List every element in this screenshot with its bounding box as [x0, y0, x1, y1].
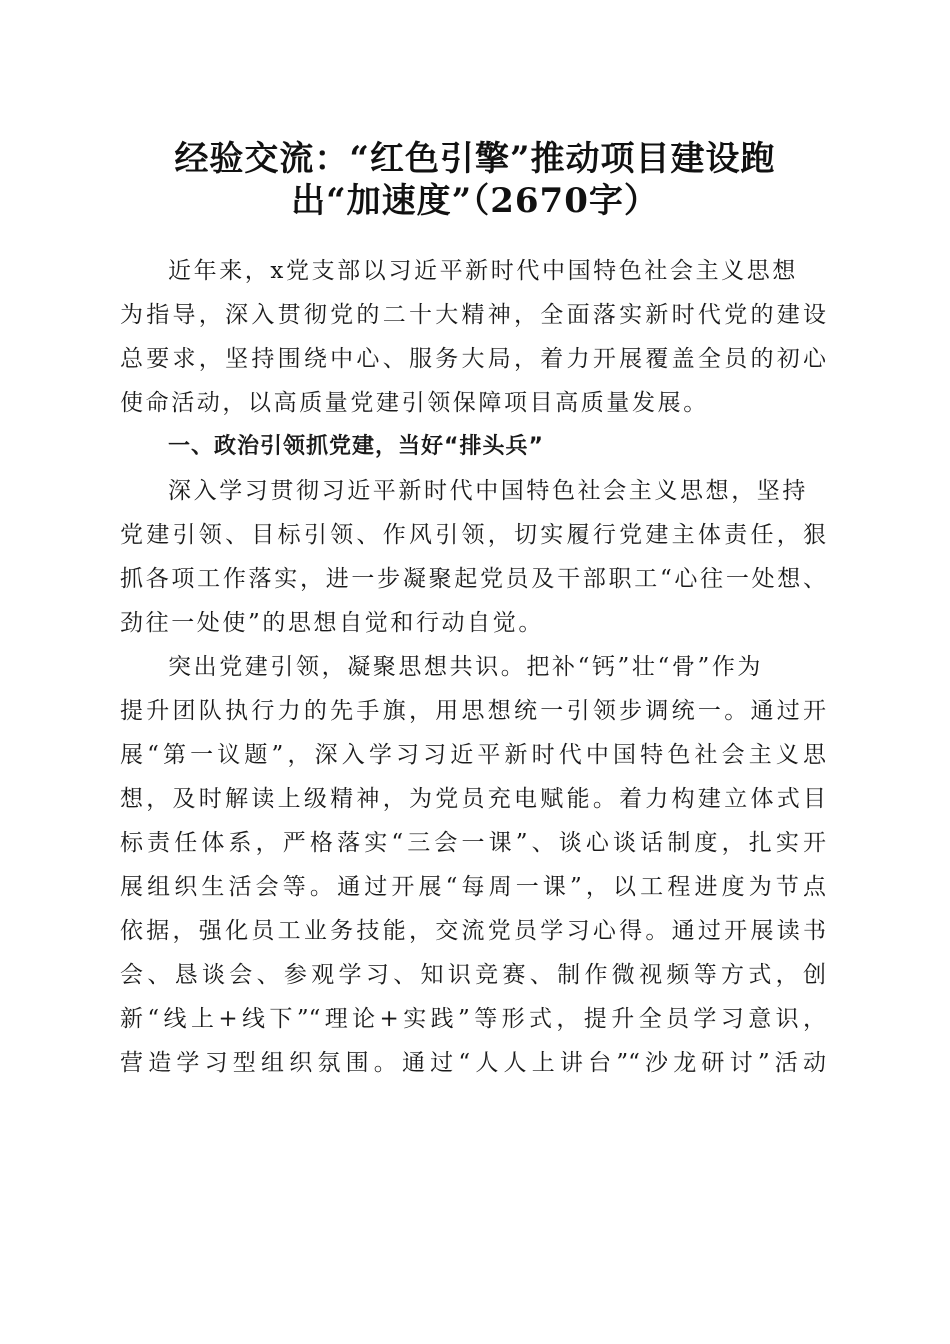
paragraph-line: 突出党建引领，凝聚思想共识。把补“钙”壮“骨”作为 — [168, 654, 764, 680]
document-title-line-2: 出“加速度”（2670字） — [291, 181, 659, 221]
paragraph-line: 营造学习型组织氛围。通过“人人上讲台”“沙龙研讨”活动 — [120, 1050, 826, 1076]
paragraph-line: 提升团队执行力的先手旗，用思想统一引领步调统一。通过开 — [120, 698, 826, 724]
paragraph-line: 深入学习贯彻习近平新时代中国特色社会主义思想，坚持 — [168, 478, 808, 504]
paragraph-line: 想，及时解读上级精神，为党员充电赋能。着力构建立体式目 — [120, 786, 826, 812]
paragraph-line: 劲往一处使”的思想自觉和行动自觉。 — [120, 610, 544, 636]
paragraph-line: 展组织生活会等。通过开展“每周一课”，以工程进度为节点 — [120, 874, 826, 900]
paragraph-line: 新“线上+线下”“理论+实践”等形式，提升全员学习意识， — [120, 1006, 826, 1032]
document-title-line-1: 经验交流：“红色引擎”推动项目建设跑 — [174, 139, 776, 179]
paragraph-line: 会、恳谈会、参观学习、知识竞赛、制作微视频等方式，创 — [120, 962, 826, 988]
section-heading: 一、政治引领抓党建，当好“排头兵” — [168, 434, 544, 459]
paragraph-line: 依据，强化员工业务技能，交流党员学习心得。通过开展读书 — [120, 918, 826, 944]
paragraph-line: 标责任体系，严格落实“三会一课”、谈心谈话制度，扎实开 — [120, 830, 826, 856]
paragraph-line: 使命活动，以高质量党建引领保障项目高质量发展。 — [120, 390, 709, 416]
paragraph-line: 总要求，坚持围绕中心、服务大局，着力开展覆盖全员的初心 — [120, 346, 826, 372]
paragraph-line: 近年来，x党支部以习近平新时代中国特色社会主义思想 — [168, 258, 798, 284]
paragraph-line: 党建引领、目标引领、作风引领，切实履行党建主体责任，狠 — [120, 522, 826, 548]
paragraph-line: 为指导，深入贯彻党的二十大精神，全面落实新时代党的建设 — [120, 302, 826, 328]
paragraph-line: 展“第一议题”，深入学习习近平新时代中国特色社会主义思 — [120, 742, 826, 768]
paragraph-line: 抓各项工作落实，进一步凝聚起党员及干部职工“心往一处想、 — [120, 566, 826, 592]
